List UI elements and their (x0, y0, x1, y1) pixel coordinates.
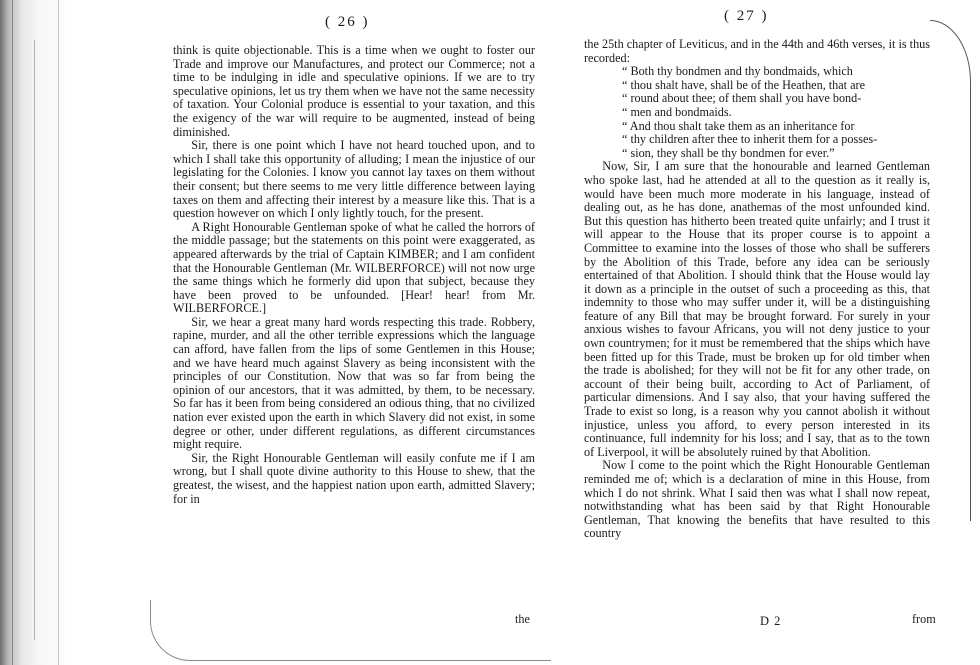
catchword-left: the (515, 612, 530, 626)
quote-line: “ sion, they shall be thy bondmen for ever.” (622, 145, 835, 160)
paragraph: Sir, the Right Honourable Gentleman will easily confute me if I am wrong, but I shall quote divine authority to this House to shew, that the greatest, the wisest, and the happiest nation upon earth, admitted Slavery; for in (173, 450, 535, 506)
page-number-left: ( 26 ) (325, 14, 370, 30)
paragraph: Now I come to the point which the Right Honourable Gentleman reminded me of; which is a declaration of mine in this House, from which I do not shrink. What I said then was what I shall now repeat, notwithstanding what has been said by that Right Honourable Gentleman, That knowing the benefits that have resulted to this country (584, 458, 930, 541)
gutter-line (58, 0, 59, 665)
quote-line: “ thy children after thee to inherit them for a posses- (622, 132, 878, 147)
paragraph: Now, Sir, I am sure that the honourable and learned Gentleman who spoke last, had he attended at all to the question as it really is, would have been much more moderate in his language, instead of dealing out, as he has done, anathemas of the most unfounded kind. But this question has hitherto been treated quite unfairly; and I trust it will appear to the House that its proper course is to appoint a Committee to examine into the losses of those who shall be sufferers by the Abolition of this Trade, before any idea can be seriously entertained of that Abolition. I should think that the House would lay it down as a principle in the outset of such a proceeding as this, that indemnity to those who may suffer under it, will be a distinguishing feature of any Bill that may be brought forward. For surely in your anxious wishes to favour Africans, you will not deny justice to your own countrymen; for it must be remembered that the ships which have been fitted up for this Trade, must be broken up for old timber when the trade is abolished; for they will not be fit for any other trade, on account of their being built, according to Act of Parliament, of particular dimensions. And I say also, that your having suffered the Trade to exist so long, is a reason why you cannot abolish it without injustice, unless you afford, to every person interested in its continuance, full indemnity for his loss; and I say, that as to the town of Liverpool, it will be absolutely ruined by that Abolition. (584, 159, 930, 459)
gutter-line (12, 0, 13, 665)
gutter-line (34, 40, 35, 640)
quote-line: “ Both thy bondmen and thy bondmaids, which (622, 64, 853, 79)
left-page-text (173, 44, 535, 506)
paragraph: A Right Honourable Gentleman spoke of what he called the horrors of the middle passage; but the statements on this point were exaggerated, as appeared afterwards by the trial of Captain KIMBER; and I am confident that the Honourable Gentleman (Mr. WILBERFORCE) will not now urge the same things which he formerly did upon that subject, because they have been proved to be unfounded. [Hear! hear! from Mr. WILBERFORCE.] (173, 219, 535, 316)
page-number-right: ( 27 ) (724, 8, 769, 24)
paragraph: think is quite objectionable. This is a time when we ought to foster our Trade and improve our Manufactures, and protect our Commerce; not a time to be indulging in idle and speculative opinions. If we are to try speculative opinions, let us try them when we have not the same necessity of taxation. Your Colonial produce is essential to your taxation, and this the exigency of the war will require to be augmented, instead of being diminished. (173, 43, 535, 139)
scripture-quote (584, 65, 930, 119)
paragraph: Sir, there is one point which I have not heard touched upon, and to which I shall take this opportunity of alluding; I mean the injustice of our legislating for the Colonies. I know you cannot lay taxes on them without their consent; but there seems to me very little difference between laying taxes on them and affecting their interest by a measure like this. That is a question however on which I only lightly touch, for the present. (173, 138, 535, 221)
quote-line: “ round about thee; of them shall you have bond- (622, 91, 862, 106)
right-page-text (584, 38, 930, 541)
page-edge-curve (930, 20, 971, 521)
catchword-right: from (912, 612, 936, 626)
binding-gutter (0, 0, 70, 665)
page-edge-curve (150, 600, 551, 661)
paragraph: Sir, we hear a great many hard words respecting this trade. Robbery, rapine, murder, and all the other terrible expressions which the language can afford, have fallen from the lips of some Gentlemen in this House; and we have heard much against Slavery as being inconsistent with the principles of our Constitution. Now that was so far from being the opinion of our ancestors, that it was admitted, by them, to be necessary. So far has it been from being considered an odious thing, that no civilized nation ever existed upon the earth in which Slavery did not exist, in some degree or other, under different regulations, as different circumstances might require. (173, 314, 535, 452)
quote-line: “ And thou shalt take them as an inheritance for (622, 118, 855, 133)
quote-line: “ men and bondmaids. (622, 104, 732, 119)
signature-mark: D 2 (760, 614, 782, 628)
quote-line: “ thou shalt have, shall be of the Heathen, that are (622, 77, 865, 92)
scripture-quote (584, 120, 930, 161)
paragraph: the 25th chapter of Leviticus, and in the 44th and 46th verses, it is thus recorded: (584, 37, 930, 65)
